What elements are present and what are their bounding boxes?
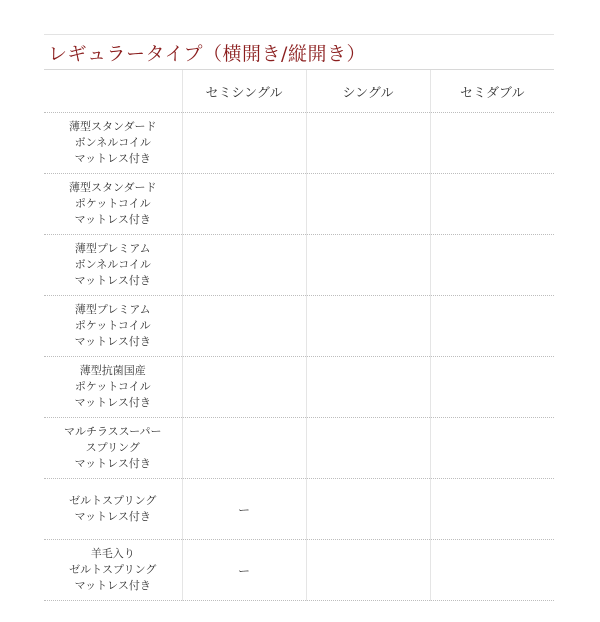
row-label-line: マットレス付き bbox=[74, 396, 151, 409]
column-header-semi-double: セミダブル bbox=[430, 70, 554, 113]
table-row bbox=[44, 296, 554, 357]
row-label-line: ポケットコイル bbox=[74, 380, 151, 393]
table-row bbox=[44, 540, 554, 601]
row-label-line: マットレス付き bbox=[74, 457, 151, 470]
cell-single bbox=[306, 113, 430, 174]
cell-semi-double bbox=[430, 113, 554, 174]
cell-semi-double bbox=[430, 174, 554, 235]
cell-semi-double bbox=[430, 418, 554, 479]
corner-header bbox=[44, 70, 182, 113]
row-label-line: ゼルトスプリング bbox=[69, 563, 157, 576]
cell-semi-double bbox=[430, 479, 554, 540]
row-label bbox=[44, 113, 182, 174]
cell-single bbox=[306, 296, 430, 357]
page-title: レギュラータイプ（横開き/縦開き） bbox=[48, 43, 366, 65]
row-label-line: ポケットコイル bbox=[74, 197, 151, 210]
row-label bbox=[44, 174, 182, 235]
cell-semi-single bbox=[182, 357, 306, 418]
row-label-line: 薄型プレミアム bbox=[74, 303, 151, 316]
row-label bbox=[44, 418, 182, 479]
row-label bbox=[44, 479, 182, 540]
row-label-line: マットレス付き bbox=[74, 274, 151, 287]
table-row bbox=[44, 479, 554, 540]
row-label-line: ポケットコイル bbox=[74, 319, 151, 332]
cell-single bbox=[306, 479, 430, 540]
row-label-line: マットレス付き bbox=[74, 579, 151, 592]
row-label-line: 薄型抗菌国産 bbox=[79, 364, 146, 377]
row-label-line: スプリング bbox=[85, 441, 140, 454]
row-label bbox=[44, 296, 182, 357]
row-label-line: マットレス付き bbox=[74, 152, 151, 165]
table-row bbox=[44, 418, 554, 479]
cell-semi-single bbox=[182, 235, 306, 296]
row-label-line: ボンネルコイル bbox=[74, 258, 151, 271]
cell-single bbox=[306, 540, 430, 601]
row-label bbox=[44, 357, 182, 418]
cell-single bbox=[306, 174, 430, 235]
cell-semi-double bbox=[430, 357, 554, 418]
row-label-line: マルチラススーパー bbox=[63, 425, 162, 438]
row-label-line: マットレス付き bbox=[74, 335, 151, 348]
cell-single bbox=[306, 418, 430, 479]
cell-single bbox=[306, 357, 430, 418]
cell-single bbox=[306, 235, 430, 296]
cell-semi-single bbox=[182, 296, 306, 357]
cell-semi-single: ー bbox=[182, 540, 306, 601]
row-label-line: マットレス付き bbox=[74, 510, 151, 523]
header-row bbox=[44, 70, 554, 113]
table-row bbox=[44, 357, 554, 418]
row-label-line: ボンネルコイル bbox=[74, 136, 151, 149]
cell-semi-single bbox=[182, 418, 306, 479]
row-label-line: 薄型スタンダード bbox=[68, 181, 157, 194]
row-label-line: 羊毛入り bbox=[90, 547, 135, 560]
table-row bbox=[44, 113, 554, 174]
size-table bbox=[44, 70, 554, 601]
cell-semi-double bbox=[430, 235, 554, 296]
row-label-line: 薄型スタンダード bbox=[68, 120, 157, 133]
row-label bbox=[44, 540, 182, 601]
cell-semi-double bbox=[430, 296, 554, 357]
table-row bbox=[44, 235, 554, 296]
cell-semi-single bbox=[182, 113, 306, 174]
row-label-line: ゼルトスプリング bbox=[69, 494, 157, 507]
cell-semi-double bbox=[430, 540, 554, 601]
title-bar bbox=[44, 34, 554, 70]
cell-semi-single: ー bbox=[182, 479, 306, 540]
table-row bbox=[44, 174, 554, 235]
column-header-single: シングル bbox=[306, 70, 430, 113]
row-label bbox=[44, 235, 182, 296]
row-label-line: 薄型プレミアム bbox=[74, 242, 151, 255]
row-label-line: マットレス付き bbox=[74, 213, 151, 226]
column-header-semi-single: セミシングル bbox=[182, 70, 306, 113]
cell-semi-single bbox=[182, 174, 306, 235]
